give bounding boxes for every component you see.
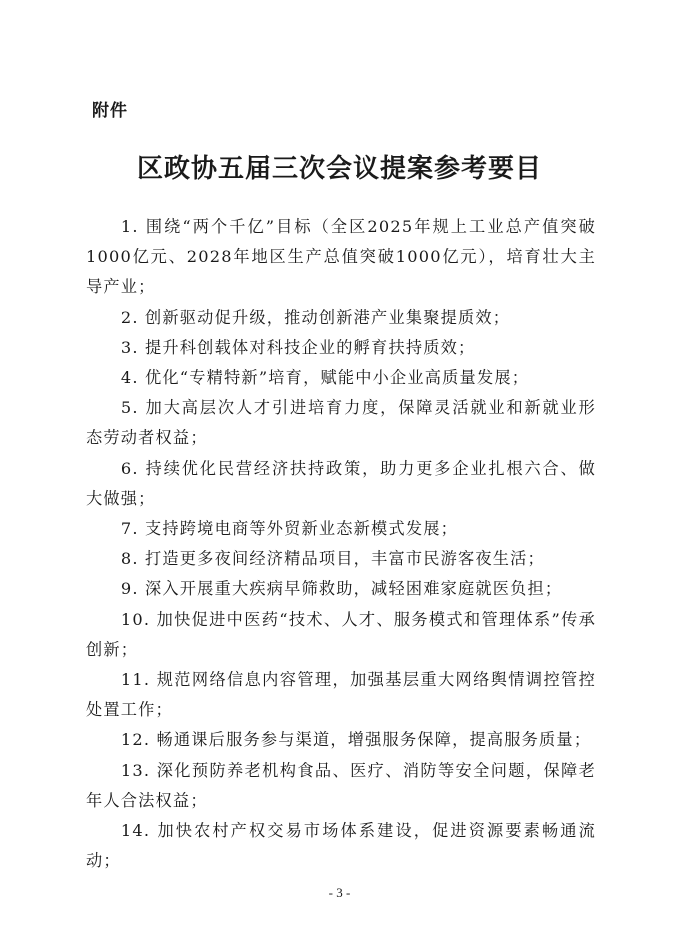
list-item: 1. 围绕“两个千亿”目标（全区2025年规上工业总产值突破1000亿元、2028年地区生产总值突破1000亿元），培育壮大主导产业； <box>86 217 596 297</box>
list-item: 4. 优化“专精特新”培育，赋能中小企业高质量发展； <box>120 368 530 388</box>
list-item: 6. 持续优化民营经济扶持政策，助力更多企业扎根六合、做大做强； <box>86 458 596 508</box>
list-item: 3. 提升科创载体对科技企业的孵育扶持质效； <box>120 337 476 357</box>
list-item: 13. 深化预防养老机构食品、医疗、消防等安全问题，保障老年人合法权益； <box>86 760 596 810</box>
proposal-list <box>86 212 596 876</box>
list-item: 2. 创新驱动促升级，推动创新港产业集聚提质效； <box>120 307 511 327</box>
list-item: 14. 加快农村产权交易市场体系建设，促进资源要素畅通流动； <box>86 821 596 871</box>
list-item: 7. 支持跨境电商等外贸新业态新模式发展； <box>120 519 458 539</box>
list-item: 12. 畅通课后服务参与渠道，增强服务保障，提高服务质量； <box>120 730 592 750</box>
list-item: 10. 加快促进中医药“技术、人才、服务模式和管理体系”传承创新； <box>86 609 596 659</box>
list-item: 9. 深入开展重大疾病早筛救助，减轻困难家庭就医负担； <box>120 579 563 599</box>
list-item: 11. 规范网络信息内容管理，加强基层重大网络舆情调控管控处置工作； <box>86 670 596 720</box>
document-title: 区政协五届三次会议提案参考要目 <box>136 154 542 184</box>
list-item: 8. 打造更多夜间经济精品项目，丰富市民游客夜生活； <box>120 549 545 569</box>
list-item: 5. 加大高层次人才引进培育力度，保障灵活就业和新就业形态劳动者权益； <box>86 398 596 448</box>
page-number: - 3 - <box>328 885 351 900</box>
attachment-label: 附件 <box>92 101 128 121</box>
